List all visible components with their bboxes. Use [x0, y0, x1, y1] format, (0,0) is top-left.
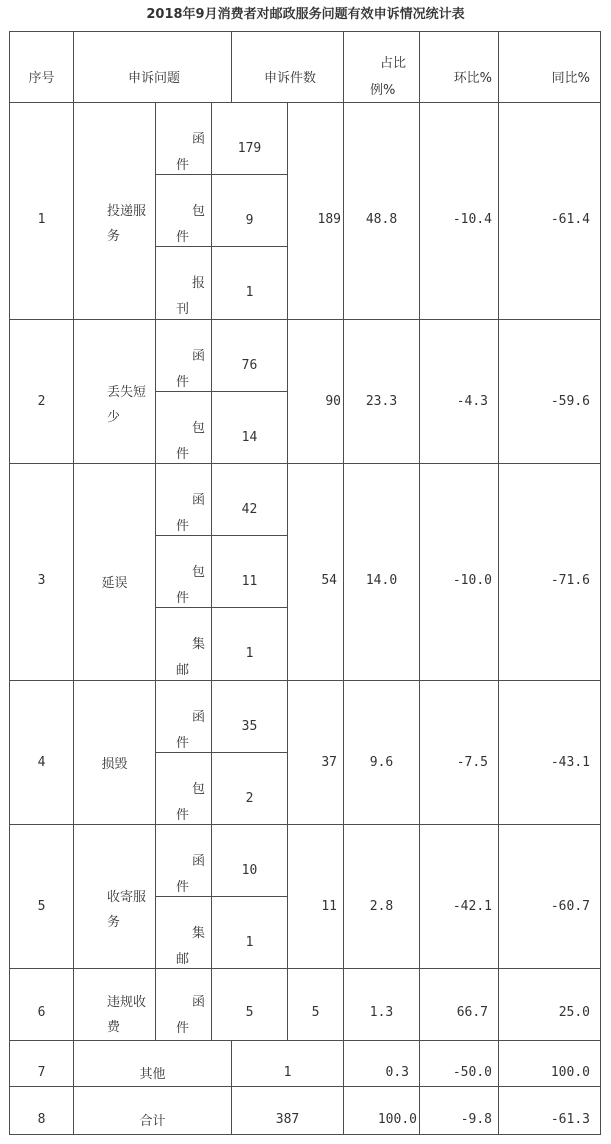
row-2-issue-line1: 丢失短	[107, 385, 147, 400]
row-3-issue	[73, 463, 156, 681]
row-1-sub-1-type	[155, 102, 212, 175]
header-mom	[419, 31, 499, 103]
row-4-ratio-value: 9.6	[369, 755, 394, 770]
row-3-sub-3-char2: 邮	[176, 663, 190, 678]
row-6-total	[287, 968, 344, 1041]
header-mom-label: 环比%	[453, 71, 492, 86]
row-1-sub-3-value: 1	[245, 285, 254, 300]
row-1-sub-1-char2: 件	[176, 158, 190, 173]
row-3-ratio-value: 14.0	[365, 573, 398, 588]
row-4-yoy	[498, 680, 601, 825]
row-4-ratio	[343, 680, 420, 825]
row-3-sub-3-count	[211, 607, 288, 681]
row-2-sub-1-char2: 件	[176, 375, 190, 390]
row-6-ratio-value: 1.3	[369, 1005, 394, 1020]
row-6-sub-1-count	[211, 968, 288, 1041]
header-ratio-line1: 占比	[380, 56, 407, 71]
row-2-total-value: 90	[325, 394, 341, 409]
row-5-sub-2-count	[211, 896, 288, 969]
row-2-seq	[9, 319, 74, 464]
row-1-yoy	[498, 102, 601, 320]
row-1-ratio	[343, 102, 420, 320]
row-8-issue	[73, 1086, 232, 1135]
row-6-issue	[73, 968, 156, 1041]
row-4-mom-value: -7.5	[456, 755, 488, 770]
row-3-sub-2-count	[211, 535, 288, 608]
row-3-sub-1-value: 42	[241, 502, 258, 517]
row-5-sub-2-char1: 集	[192, 926, 206, 941]
row-2-sub-1-count	[211, 319, 288, 392]
row-1-sub-2-char1: 包	[192, 204, 206, 219]
row-7-ratio-value: 0.3	[385, 1065, 409, 1080]
row-8-seq	[9, 1086, 74, 1135]
row-3-yoy-value: -71.6	[550, 573, 590, 588]
row-5-sub-2-value: 1	[245, 935, 254, 950]
row-1-sub-3-count	[211, 246, 288, 320]
row-1-sub-1-count	[211, 102, 288, 175]
row-7-mom-value: -50.0	[452, 1065, 492, 1080]
row-4-total-value: 37	[321, 755, 337, 770]
row-6-sub-1-value: 5	[245, 1005, 254, 1020]
row-4-sub-1-count	[211, 680, 288, 753]
row-2-ratio	[343, 319, 420, 464]
row-4-sub-1-value: 35	[241, 719, 258, 734]
row-5-ratio	[343, 824, 420, 969]
row-4-sub-2-value: 2	[245, 791, 254, 806]
row-3-sub-1-count	[211, 463, 288, 536]
header-count-label: 申诉件数	[264, 71, 317, 86]
row-3-sub-2-type	[155, 535, 212, 608]
row-1-sub-1-char1: 函	[192, 132, 206, 147]
row-1-sub-3-type	[155, 246, 212, 320]
row-5-total	[287, 824, 344, 969]
row-4-sub-2-char2: 件	[176, 808, 190, 823]
row-2-sub-2-char2: 件	[176, 447, 190, 462]
row-1-sub-1-value: 179	[237, 141, 262, 156]
row-1-sub-3-char2: 刊	[176, 302, 190, 317]
row-6-ratio	[343, 968, 420, 1041]
row-2-sub-2-char1: 包	[192, 421, 206, 436]
row-1-sub-3-char1: 报	[192, 276, 206, 291]
row-2-sub-1-type	[155, 319, 212, 392]
row-1-issue-line2: 务	[107, 229, 121, 244]
row-1-seq-value: 1	[37, 212, 46, 227]
row-1-sub-2-value: 9	[245, 213, 254, 228]
row-3-total-value: 54	[321, 573, 337, 588]
row-2-total	[287, 319, 344, 464]
row-6-mom	[419, 968, 499, 1041]
row-7-seq	[9, 1040, 74, 1087]
row-4-sub-1-char2: 件	[176, 736, 190, 751]
row-4-yoy-value: -43.1	[550, 755, 590, 770]
row-4-sub-2-count	[211, 752, 288, 825]
row-5-seq	[9, 824, 74, 969]
row-1-issue-line1: 投递服	[107, 204, 147, 219]
row-5-sub-1-value: 10	[241, 863, 258, 878]
row-3-sub-1-type	[155, 463, 212, 536]
row-1-ratio-value: 48.8	[365, 212, 398, 227]
row-5-sub-1-type	[155, 824, 212, 897]
row-2-sub-2-type	[155, 391, 212, 464]
row-2-yoy	[498, 319, 601, 464]
row-1-sub-2-count	[211, 174, 288, 247]
row-5-yoy-value: -60.7	[550, 899, 590, 914]
row-8-mom	[419, 1086, 499, 1135]
row-3-sub-2-value: 11	[241, 574, 258, 589]
row-1-total	[287, 102, 344, 320]
row-6-sub-1-char2: 件	[176, 1021, 190, 1036]
row-1-yoy-value: -61.4	[550, 212, 590, 227]
row-4-sub-1-char1: 函	[192, 710, 206, 725]
row-1-total-value: 189	[317, 212, 341, 227]
row-2-issue-line2: 少	[107, 410, 121, 425]
table-title: 2018年9月消费者对邮政服务问题有效申诉情况统计表	[146, 7, 465, 22]
row-6-seq	[9, 968, 74, 1041]
row-8-ratio-value: 100.0	[377, 1112, 417, 1127]
row-8-seq-value: 8	[37, 1112, 46, 1127]
row-7-ratio	[343, 1040, 420, 1087]
row-8-yoy-value: -61.3	[550, 1112, 590, 1127]
row-5-sub-2-char2: 邮	[176, 952, 190, 967]
row-1-sub-2-char2: 件	[176, 230, 190, 245]
row-5-issue-line2: 务	[107, 915, 121, 930]
row-6-sub-1-type	[155, 968, 212, 1041]
row-5-total-value: 11	[321, 899, 337, 914]
row-6-sub-1-char1: 函	[192, 995, 206, 1010]
row-6-yoy	[498, 968, 601, 1041]
row-5-mom-value: -42.1	[452, 899, 492, 914]
row-8-ratio	[343, 1086, 420, 1135]
row-7-issue	[73, 1040, 232, 1087]
row-6-issue-line1: 违规收	[107, 995, 147, 1010]
row-3-ratio	[343, 463, 420, 681]
row-7-seq-value: 7	[37, 1065, 46, 1080]
row-7-count	[231, 1040, 344, 1087]
row-8-count	[231, 1086, 344, 1135]
row-8-mom-value: -9.8	[460, 1112, 492, 1127]
row-3-sub-2-char2: 件	[176, 591, 190, 606]
row-8-count-value: 387	[275, 1112, 300, 1127]
row-5-sub-1-char1: 函	[192, 854, 206, 869]
row-1-mom-value: -10.4	[452, 212, 492, 227]
row-6-seq-value: 6	[37, 1005, 46, 1020]
row-4-issue	[73, 680, 156, 825]
row-1-seq	[9, 102, 74, 320]
row-6-mom-value: 66.7	[456, 1005, 488, 1020]
row-5-issue	[73, 824, 156, 969]
row-1-sub-2-type	[155, 174, 212, 247]
header-yoy-label: 同比%	[551, 71, 590, 86]
row-5-issue-line1: 收寄服	[107, 890, 147, 905]
row-7-mom	[419, 1040, 499, 1087]
row-4-sub-2-char1: 包	[192, 782, 206, 797]
row-3-sub-3-value: 1	[245, 646, 254, 661]
row-4-issue-line1: 损毁	[101, 757, 128, 772]
row-2-sub-1-char1: 函	[192, 349, 206, 364]
row-1-mom	[419, 102, 499, 320]
row-2-sub-1-value: 76	[241, 358, 258, 373]
row-3-sub-3-type	[155, 607, 212, 681]
row-4-seq	[9, 680, 74, 825]
row-7-yoy	[498, 1040, 601, 1087]
row-3-mom	[419, 463, 499, 681]
row-3-sub-1-char1: 函	[192, 493, 206, 508]
row-8-yoy	[498, 1086, 601, 1135]
row-1-issue	[73, 102, 156, 320]
row-4-sub-1-type	[155, 680, 212, 753]
header-count	[231, 31, 344, 103]
header-ratio-line2: 例%	[370, 83, 396, 98]
row-5-yoy	[498, 824, 601, 969]
header-ratio	[343, 31, 420, 103]
row-3-sub-1-char2: 件	[176, 519, 190, 534]
row-3-mom-value: -10.0	[452, 573, 492, 588]
row-6-yoy-value: 25.0	[558, 1005, 590, 1020]
header-issue-label: 申诉问题	[128, 71, 181, 86]
row-5-mom	[419, 824, 499, 969]
row-3-yoy	[498, 463, 601, 681]
row-2-mom	[419, 319, 499, 464]
row-3-sub-3-char1: 集	[192, 637, 206, 652]
row-4-total	[287, 680, 344, 825]
row-5-sub-2-type	[155, 896, 212, 969]
row-7-yoy-value: 100.0	[550, 1065, 590, 1080]
row-5-sub-1-count	[211, 824, 288, 897]
row-2-sub-2-value: 14	[241, 430, 258, 445]
row-3-total	[287, 463, 344, 681]
row-4-mom	[419, 680, 499, 825]
row-6-issue-line2: 费	[107, 1020, 121, 1035]
header-yoy	[498, 31, 601, 103]
row-2-yoy-value: -59.6	[550, 394, 590, 409]
row-2-mom-value: -4.3	[456, 394, 488, 409]
header-issue	[73, 31, 232, 103]
header-seq	[9, 31, 74, 103]
header-seq-label: 序号	[28, 71, 55, 86]
row-7-issue-label: 其他	[139, 1067, 166, 1082]
row-2-issue	[73, 319, 156, 464]
row-8-issue-label: 合计	[139, 1114, 166, 1129]
row-2-ratio-value: 23.3	[365, 394, 398, 409]
row-7-count-value: 1	[283, 1065, 292, 1080]
row-4-sub-2-type	[155, 752, 212, 825]
row-3-sub-2-char1: 包	[192, 565, 206, 580]
row-5-ratio-value: 2.8	[369, 899, 394, 914]
row-5-seq-value: 5	[37, 899, 46, 914]
row-2-sub-2-count	[211, 391, 288, 464]
row-3-seq	[9, 463, 74, 681]
row-3-seq-value: 3	[37, 573, 46, 588]
row-4-seq-value: 4	[37, 755, 46, 770]
row-3-issue-line1: 延误	[101, 576, 128, 591]
row-5-sub-1-char2: 件	[176, 880, 190, 895]
row-2-seq-value: 2	[37, 394, 46, 409]
row-6-total-value: 5	[311, 1005, 320, 1020]
